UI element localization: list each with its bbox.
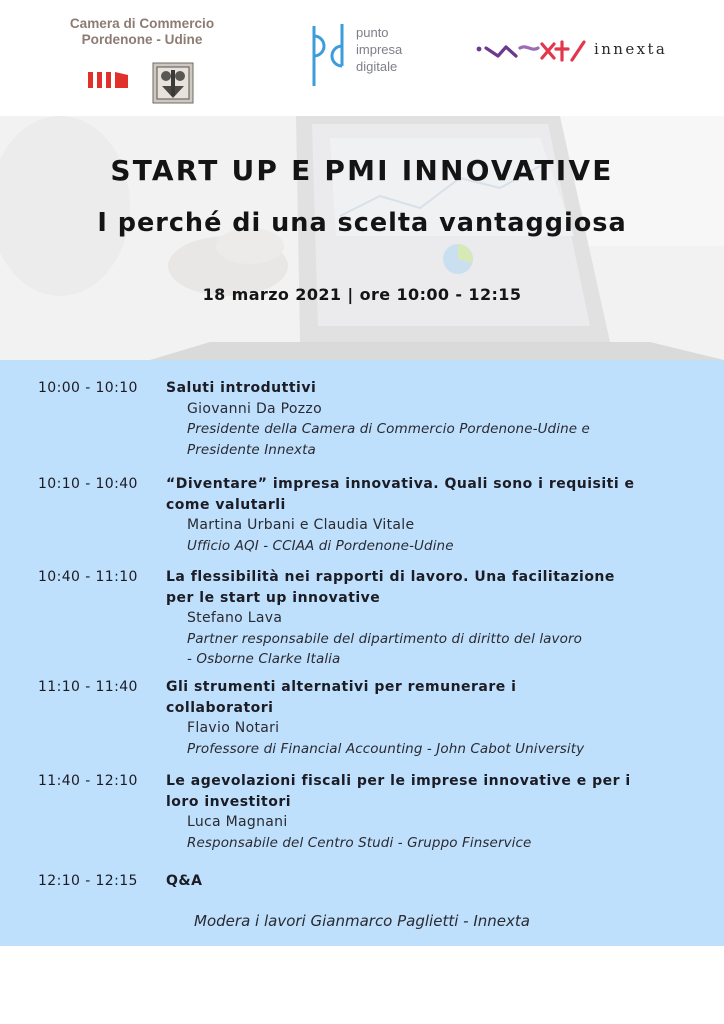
- agenda-speaker: Martina Urbani e Claudia Vitale: [187, 517, 415, 533]
- agenda-topic: Le agevolazioni fiscali per le imprese innovative e per i: [166, 773, 631, 789]
- agenda-topic: collaboratori: [166, 699, 274, 716]
- event-subtitle: I perché di una scelta vantaggiosa: [97, 208, 627, 238]
- event-date-time: 18 marzo 2021 | ore 10:00 - 12:15: [202, 285, 522, 304]
- agenda-topic: “Diventare” impresa innovativa. Quali sono i requisiti e: [166, 476, 635, 492]
- chamber-name-line1: Camera di Commercio: [69, 16, 215, 31]
- hero-banner: [0, 116, 724, 360]
- innexta-wordmark: innexta: [594, 40, 668, 58]
- event-title: START UP E PMI INNOVATIVE: [110, 154, 614, 187]
- moderator-note: Modera i lavori Gianmarco Paglietti - Innexta: [194, 912, 530, 930]
- agenda-speaker: Giovanni Da Pozzo: [187, 400, 322, 417]
- logo-bar: [0, 0, 724, 116]
- agenda-speaker: Flavio Notari: [187, 720, 280, 736]
- punto-impresa-digitale-logo: [308, 22, 428, 92]
- agenda-topic: Q&A: [166, 873, 203, 889]
- agenda-time: 12:10 - 12:15: [38, 873, 138, 889]
- pid-word-3: digitale: [356, 59, 398, 74]
- coat-of-arms-icon: [152, 62, 194, 104]
- pid-mark-icon: [308, 22, 348, 88]
- agenda-topic: Gli strumenti alternativi per remunerare i: [166, 679, 517, 695]
- agenda-time: 11:10 - 11:40: [38, 679, 138, 695]
- agenda-time: 10:40 - 11:10: [38, 569, 138, 585]
- chamber-of-commerce-logo: [62, 16, 222, 98]
- agenda-role: Presidente Innexta: [187, 441, 316, 458]
- agenda-role: - Osborne Clarke Italia: [187, 651, 341, 667]
- agenda-role: Partner responsabile del dipartimento di diritto del lavoro: [187, 630, 583, 647]
- innexta-mark-icon: [476, 36, 588, 64]
- agenda-role: Professore di Financial Accounting - John Cabot University: [187, 740, 585, 757]
- agenda-role: Ufficio AQI - CCIAA di Pordenone-Udine: [187, 537, 454, 554]
- chamber-name-line2: Pordenone - Udine: [81, 32, 203, 47]
- agenda-topic: La flessibilità nei rapporti di lavoro. Una facilitazione: [166, 569, 615, 585]
- agenda-time: 10:10 - 10:40: [38, 476, 138, 492]
- program-panel: [0, 360, 724, 946]
- agenda-role: Responsabile del Centro Studi - Gruppo Finservice: [187, 834, 532, 851]
- pid-word-1: punto: [356, 25, 389, 40]
- agenda-time: 11:40 - 12:10: [38, 773, 138, 789]
- agenda-topic: loro investitori: [166, 793, 292, 810]
- agenda-topic: per le start up innovative: [166, 589, 381, 606]
- agenda-topic: Saluti introduttivi: [166, 380, 317, 396]
- agenda-topic: come valutarli: [166, 496, 286, 513]
- pid-word-2: impresa: [356, 42, 403, 57]
- agenda-speaker: Luca Magnani: [187, 814, 288, 830]
- innexta-logo: [476, 36, 696, 66]
- chamber-red-mark-icon: [88, 71, 132, 89]
- agenda-time: 10:00 - 10:10: [38, 380, 138, 396]
- agenda-role: Presidente della Camera di Commercio Pordenone-Udine e: [187, 421, 590, 437]
- agenda-speaker: Stefano Lava: [187, 610, 283, 626]
